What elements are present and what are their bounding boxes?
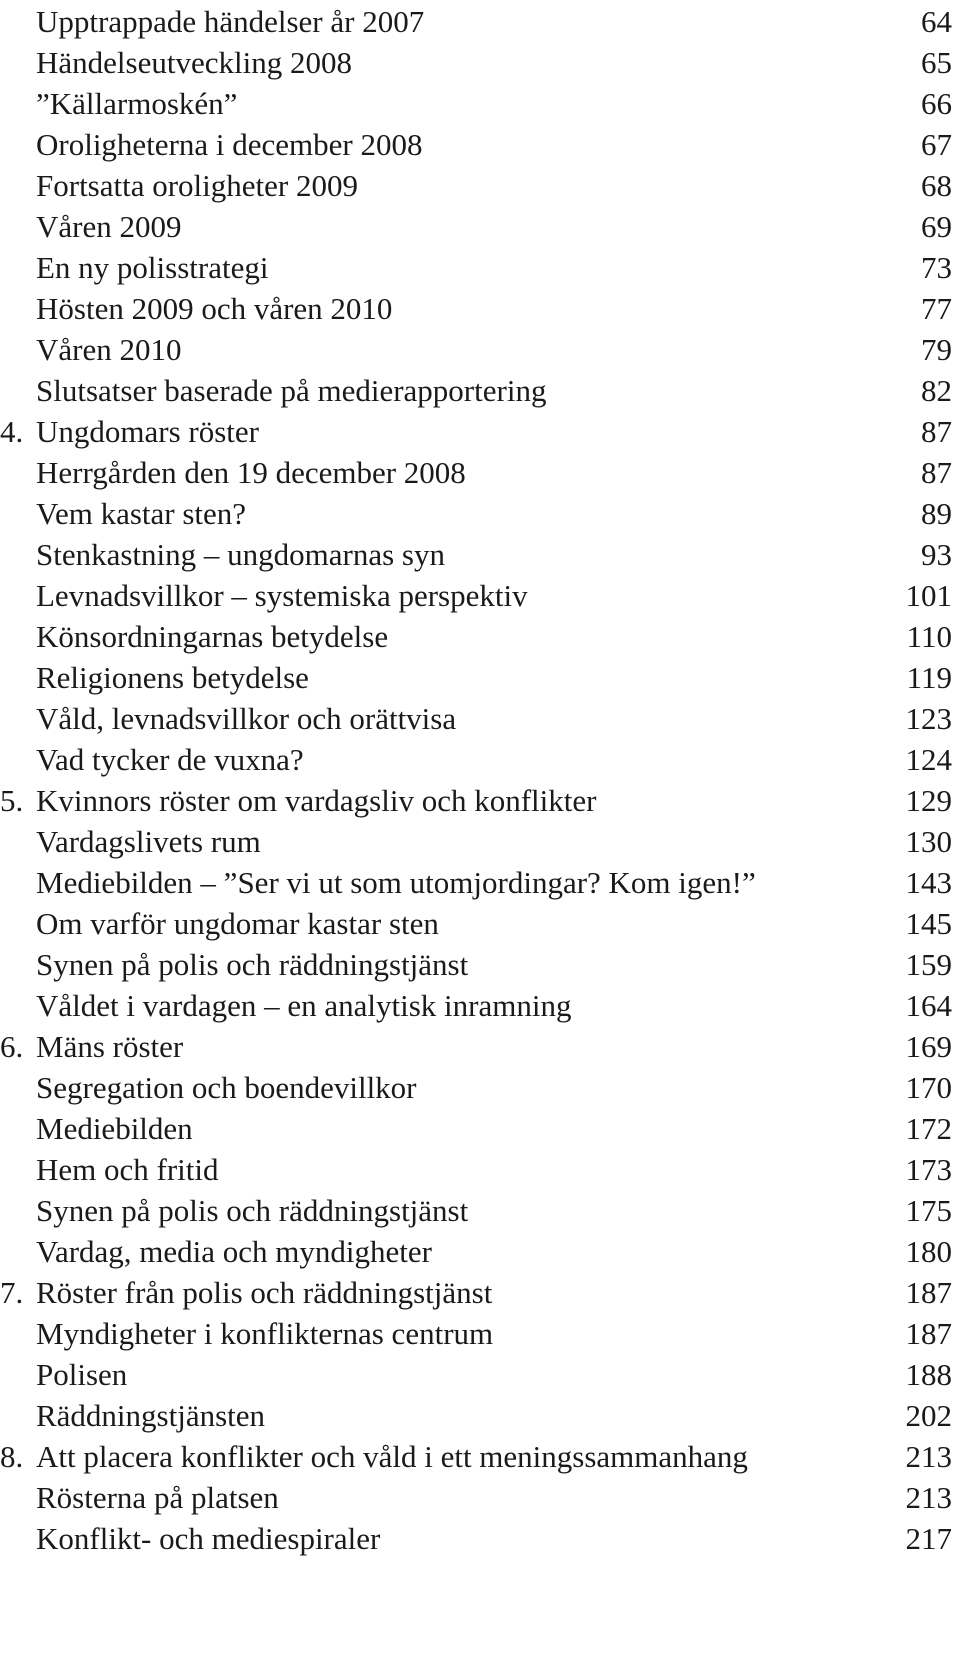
toc-entry[interactable]	[0, 1107, 960, 1151]
toc-entry-title: Vad tycker de vuxna?	[36, 742, 304, 777]
toc-page-number: 187	[905, 1316, 952, 1351]
toc-page-number: 64	[921, 4, 952, 39]
toc-entry-title: Räddningstjänsten	[36, 1398, 266, 1433]
toc-entry[interactable]	[0, 1517, 960, 1561]
toc-entry[interactable]	[0, 123, 960, 167]
toc-entry-title: Våld, levnadsvillkor och orättvisa	[36, 701, 457, 736]
toc-entry[interactable]	[0, 738, 960, 782]
toc-entry[interactable]	[0, 492, 960, 536]
toc-chapter-entry[interactable]	[0, 1435, 960, 1479]
toc-chapter-number: 4.	[0, 414, 24, 449]
toc-page-number: 79	[921, 332, 952, 367]
toc-entry-title: Levnadsvillkor – systemiska perspektiv	[36, 578, 528, 613]
toc-page-number: 69	[921, 209, 952, 244]
toc-entry-title: Händelseutveckling 2008	[36, 45, 352, 80]
toc-entry-title: Slutsatser baserade på medierapportering	[36, 373, 547, 408]
toc-page-number: 188	[905, 1357, 952, 1392]
toc-entry-title: Hösten 2009 och våren 2010	[36, 291, 393, 326]
toc-entry[interactable]	[0, 615, 960, 659]
toc-page-number: 67	[921, 127, 952, 162]
toc-page-number: 89	[921, 496, 952, 531]
toc-entry-title: Rösterna på platsen	[36, 1480, 279, 1515]
toc-entry-title: Segregation och boendevillkor	[36, 1070, 417, 1105]
toc-page-number: 143	[905, 865, 952, 900]
toc-page-number: 66	[921, 86, 952, 121]
toc-entry-title: Röster från polis och räddningstjänst	[36, 1275, 493, 1310]
toc-entry-title: En ny polisstrategi	[36, 250, 269, 285]
toc-page-number: 217	[905, 1521, 952, 1556]
toc-entry-title: Hem och fritid	[36, 1152, 219, 1187]
toc-entry[interactable]	[0, 0, 960, 44]
toc-entry-title: Myndigheter i konflikternas centrum	[36, 1316, 494, 1351]
toc-page-number: 213	[905, 1480, 952, 1515]
toc-entry-title: Stenkastning – ungdomarnas syn	[36, 537, 445, 572]
toc-entry-title: Mäns röster	[36, 1029, 184, 1064]
toc-entry-title: ”Källarmoskén”	[36, 86, 238, 121]
toc-entry[interactable]	[0, 1476, 960, 1520]
toc-entry[interactable]	[0, 943, 960, 987]
toc-entry[interactable]	[0, 820, 960, 864]
toc-chapter-entry[interactable]	[0, 410, 960, 454]
toc-entry-title: Synen på polis och räddningstjänst	[36, 1193, 469, 1228]
toc-entry-title: Att placera konflikter och våld i ett meningssammanhang	[36, 1439, 748, 1474]
toc-page-number: 124	[905, 742, 952, 777]
toc-page-number: 173	[905, 1152, 952, 1187]
toc-entry-title: Fortsatta oroligheter 2009	[36, 168, 358, 203]
toc-entry-title: Oroligheterna i december 2008	[36, 127, 423, 162]
toc-entry[interactable]	[0, 1066, 960, 1110]
toc-page-number: 82	[921, 373, 952, 408]
toc-entry-title: Våldet i vardagen – en analytisk inramning	[36, 988, 572, 1023]
toc-entry[interactable]	[0, 574, 960, 618]
toc-chapter-number: 8.	[0, 1439, 24, 1474]
toc-entry[interactable]	[0, 41, 960, 85]
toc-page-number: 202	[905, 1398, 952, 1433]
toc-entry[interactable]	[0, 902, 960, 946]
toc-entry[interactable]	[0, 1394, 960, 1438]
toc-entry[interactable]	[0, 205, 960, 249]
toc-entry[interactable]	[0, 1353, 960, 1397]
toc-page-number: 172	[905, 1111, 952, 1146]
toc-entry[interactable]	[0, 861, 960, 905]
toc-entry[interactable]	[0, 1189, 960, 1233]
toc-entry-title: Vardagslivets rum	[36, 824, 261, 859]
toc-entry[interactable]	[0, 82, 960, 126]
toc-entry[interactable]	[0, 984, 960, 1028]
toc-entry-title: Våren 2010	[36, 332, 182, 367]
toc-entry[interactable]	[0, 164, 960, 208]
toc-entry[interactable]	[0, 369, 960, 413]
toc-page-number: 129	[905, 783, 952, 818]
toc-page-number: 159	[905, 947, 952, 982]
toc-entry-title: Konflikt- och mediespiraler	[36, 1521, 381, 1556]
toc-entry[interactable]	[0, 287, 960, 331]
toc-chapter-number: 7.	[0, 1275, 24, 1310]
toc-entry-title: Vardag, media och myndigheter	[36, 1234, 432, 1269]
toc-entry-title: Könsordningarnas betydelse	[36, 619, 389, 654]
toc-entry-title: Ungdomars röster	[36, 414, 259, 449]
toc-page-number: 77	[921, 291, 952, 326]
toc-page-number: 110	[906, 619, 952, 654]
toc-page-number: 169	[905, 1029, 952, 1064]
toc-entry-title: Vem kastar sten?	[36, 496, 247, 531]
toc-entry[interactable]	[0, 246, 960, 290]
toc-entry-title: Våren 2009	[36, 209, 182, 244]
toc-page-number: 130	[905, 824, 952, 859]
toc-entry-title: Religionens betydelse	[36, 660, 309, 695]
toc-entry-title: Mediebilden – ”Ser vi ut som utomjordingar? Kom igen!”	[36, 865, 756, 900]
toc-entry[interactable]	[0, 328, 960, 372]
toc-page-number: 73	[921, 250, 952, 285]
toc-chapter-number: 5.	[0, 783, 24, 818]
toc-page-number: 93	[921, 537, 952, 572]
toc-entry-title: Polisen	[36, 1357, 128, 1392]
toc-entry-title: Om varför ungdomar kastar sten	[36, 906, 439, 941]
toc-page-number: 68	[921, 168, 952, 203]
toc-page-number: 213	[905, 1439, 952, 1474]
toc-page-number: 87	[921, 414, 952, 449]
toc-page-number: 170	[905, 1070, 952, 1105]
toc-page-number: 87	[921, 455, 952, 490]
toc-entry[interactable]	[0, 697, 960, 741]
toc-page-number: 123	[905, 701, 952, 736]
toc-page-number: 180	[905, 1234, 952, 1269]
toc-chapter-entry[interactable]	[0, 1025, 960, 1069]
toc-entry-title: Synen på polis och räddningstjänst	[36, 947, 469, 982]
toc-page-number: 119	[906, 660, 952, 695]
toc-entry[interactable]	[0, 451, 960, 495]
toc-chapter-entry[interactable]	[0, 1271, 960, 1315]
toc-entry-title: Mediebilden	[36, 1111, 193, 1146]
toc-entry[interactable]	[0, 1312, 960, 1356]
toc-entry[interactable]	[0, 1230, 960, 1274]
toc-chapter-number: 6.	[0, 1029, 24, 1064]
toc-entry-title: Upptrappade händelser år 2007	[36, 4, 425, 39]
toc-page-number: 164	[905, 988, 952, 1023]
toc-entry[interactable]	[0, 533, 960, 577]
toc-entry[interactable]	[0, 656, 960, 700]
toc-chapter-entry[interactable]	[0, 779, 960, 823]
toc-entry-title: Herrgården den 19 december 2008	[36, 455, 466, 490]
toc-page-number: 145	[905, 906, 952, 941]
toc-page-number: 175	[905, 1193, 952, 1228]
toc-page-number: 65	[921, 45, 952, 80]
toc-entry[interactable]	[0, 1148, 960, 1192]
toc-entry-title: Kvinnors röster om vardagsliv och konflikter	[36, 783, 597, 818]
toc-page-number: 187	[905, 1275, 952, 1310]
toc-page-number: 101	[905, 578, 952, 613]
